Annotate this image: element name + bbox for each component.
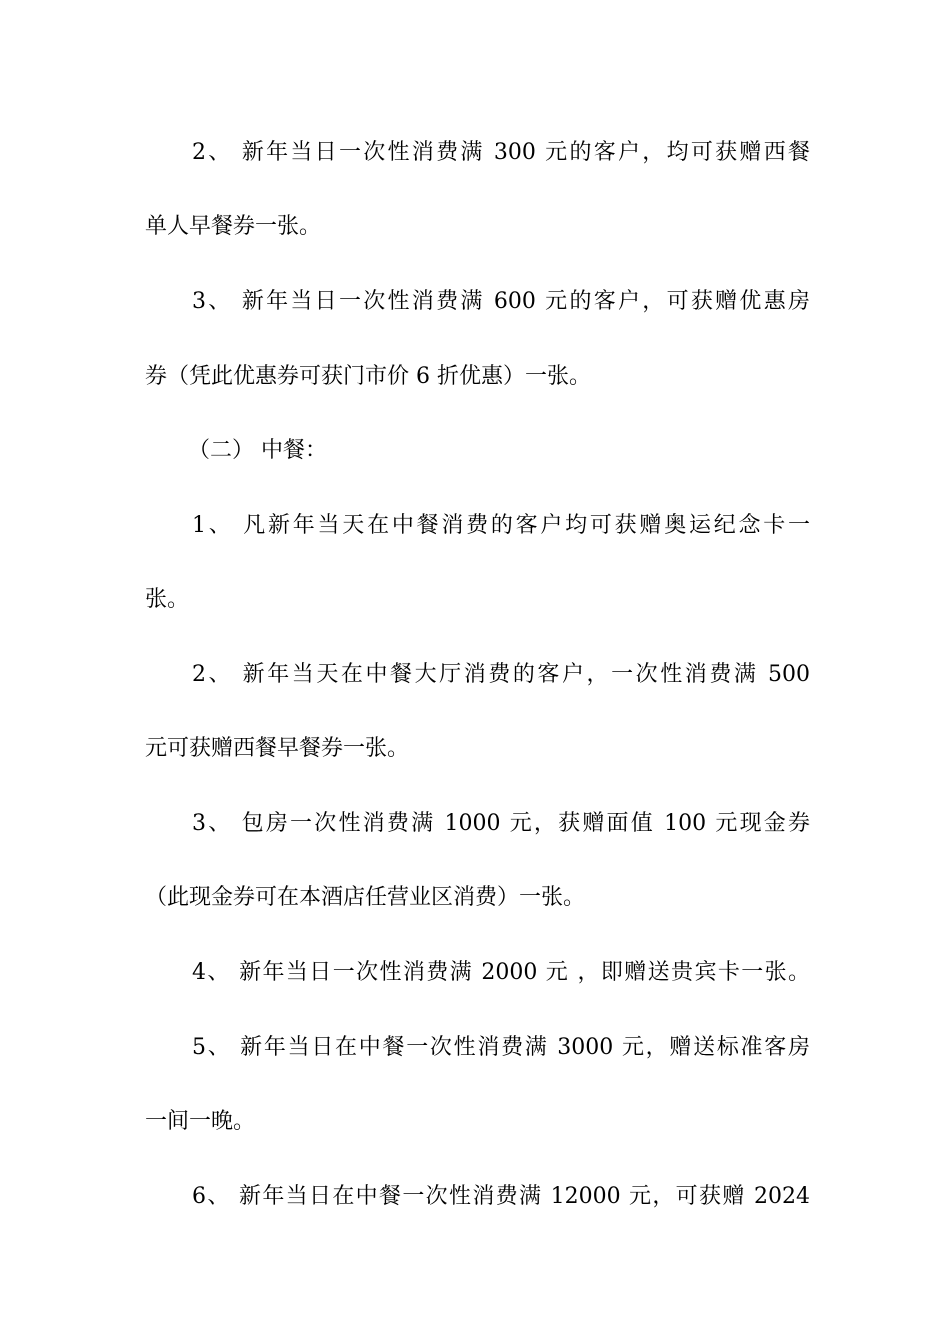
paragraph-line-1: 2、 新年当日一次性消费满 300 元的客户，均可获赠西餐 [192, 140, 810, 165]
paragraph-line-2: 单人早餐券一张。 [145, 214, 322, 239]
paragraph-line-7: 2、 新年当天在中餐大厅消费的客户，一次性消费满 500 [192, 662, 810, 687]
paragraph-line-11: 4、 新年当日一次性消费满 2000 元 ，即赠送贵宾卡一张。 [192, 960, 810, 985]
paragraph-line-12: 5、 新年当日在中餐一次性消费满 3000 元，赠送标准客房 [192, 1035, 810, 1060]
paragraph-line-9: 3、 包房一次性消费满 1000 元，获赠面值 100 元现金券 [192, 811, 810, 836]
paragraph-line-6: 张。 [145, 587, 190, 612]
paragraph-line-13: 一间一晚。 [145, 1109, 256, 1134]
paragraph-line-4: 券（凭此优惠券可获门市价 6 折优惠）一张。 [145, 364, 591, 389]
paragraph-line-5: 1、 凡新年当天在中餐消费的客户均可获赠奥运纪念卡一 [192, 513, 810, 538]
paragraph-line-3: 3、 新年当日一次性消费满 600 元的客户，可获赠优惠房 [192, 289, 810, 314]
section-heading: （二） 中餐： [188, 438, 327, 463]
paragraph-line-8: 元可获赠西餐早餐券一张。 [145, 736, 410, 761]
paragraph-line-14: 6、 新年当日在中餐一次性消费满 12000 元，可获赠 2024 [192, 1184, 810, 1209]
paragraph-line-10: （此现金券可在本酒店任营业区消费）一张。 [145, 885, 586, 910]
